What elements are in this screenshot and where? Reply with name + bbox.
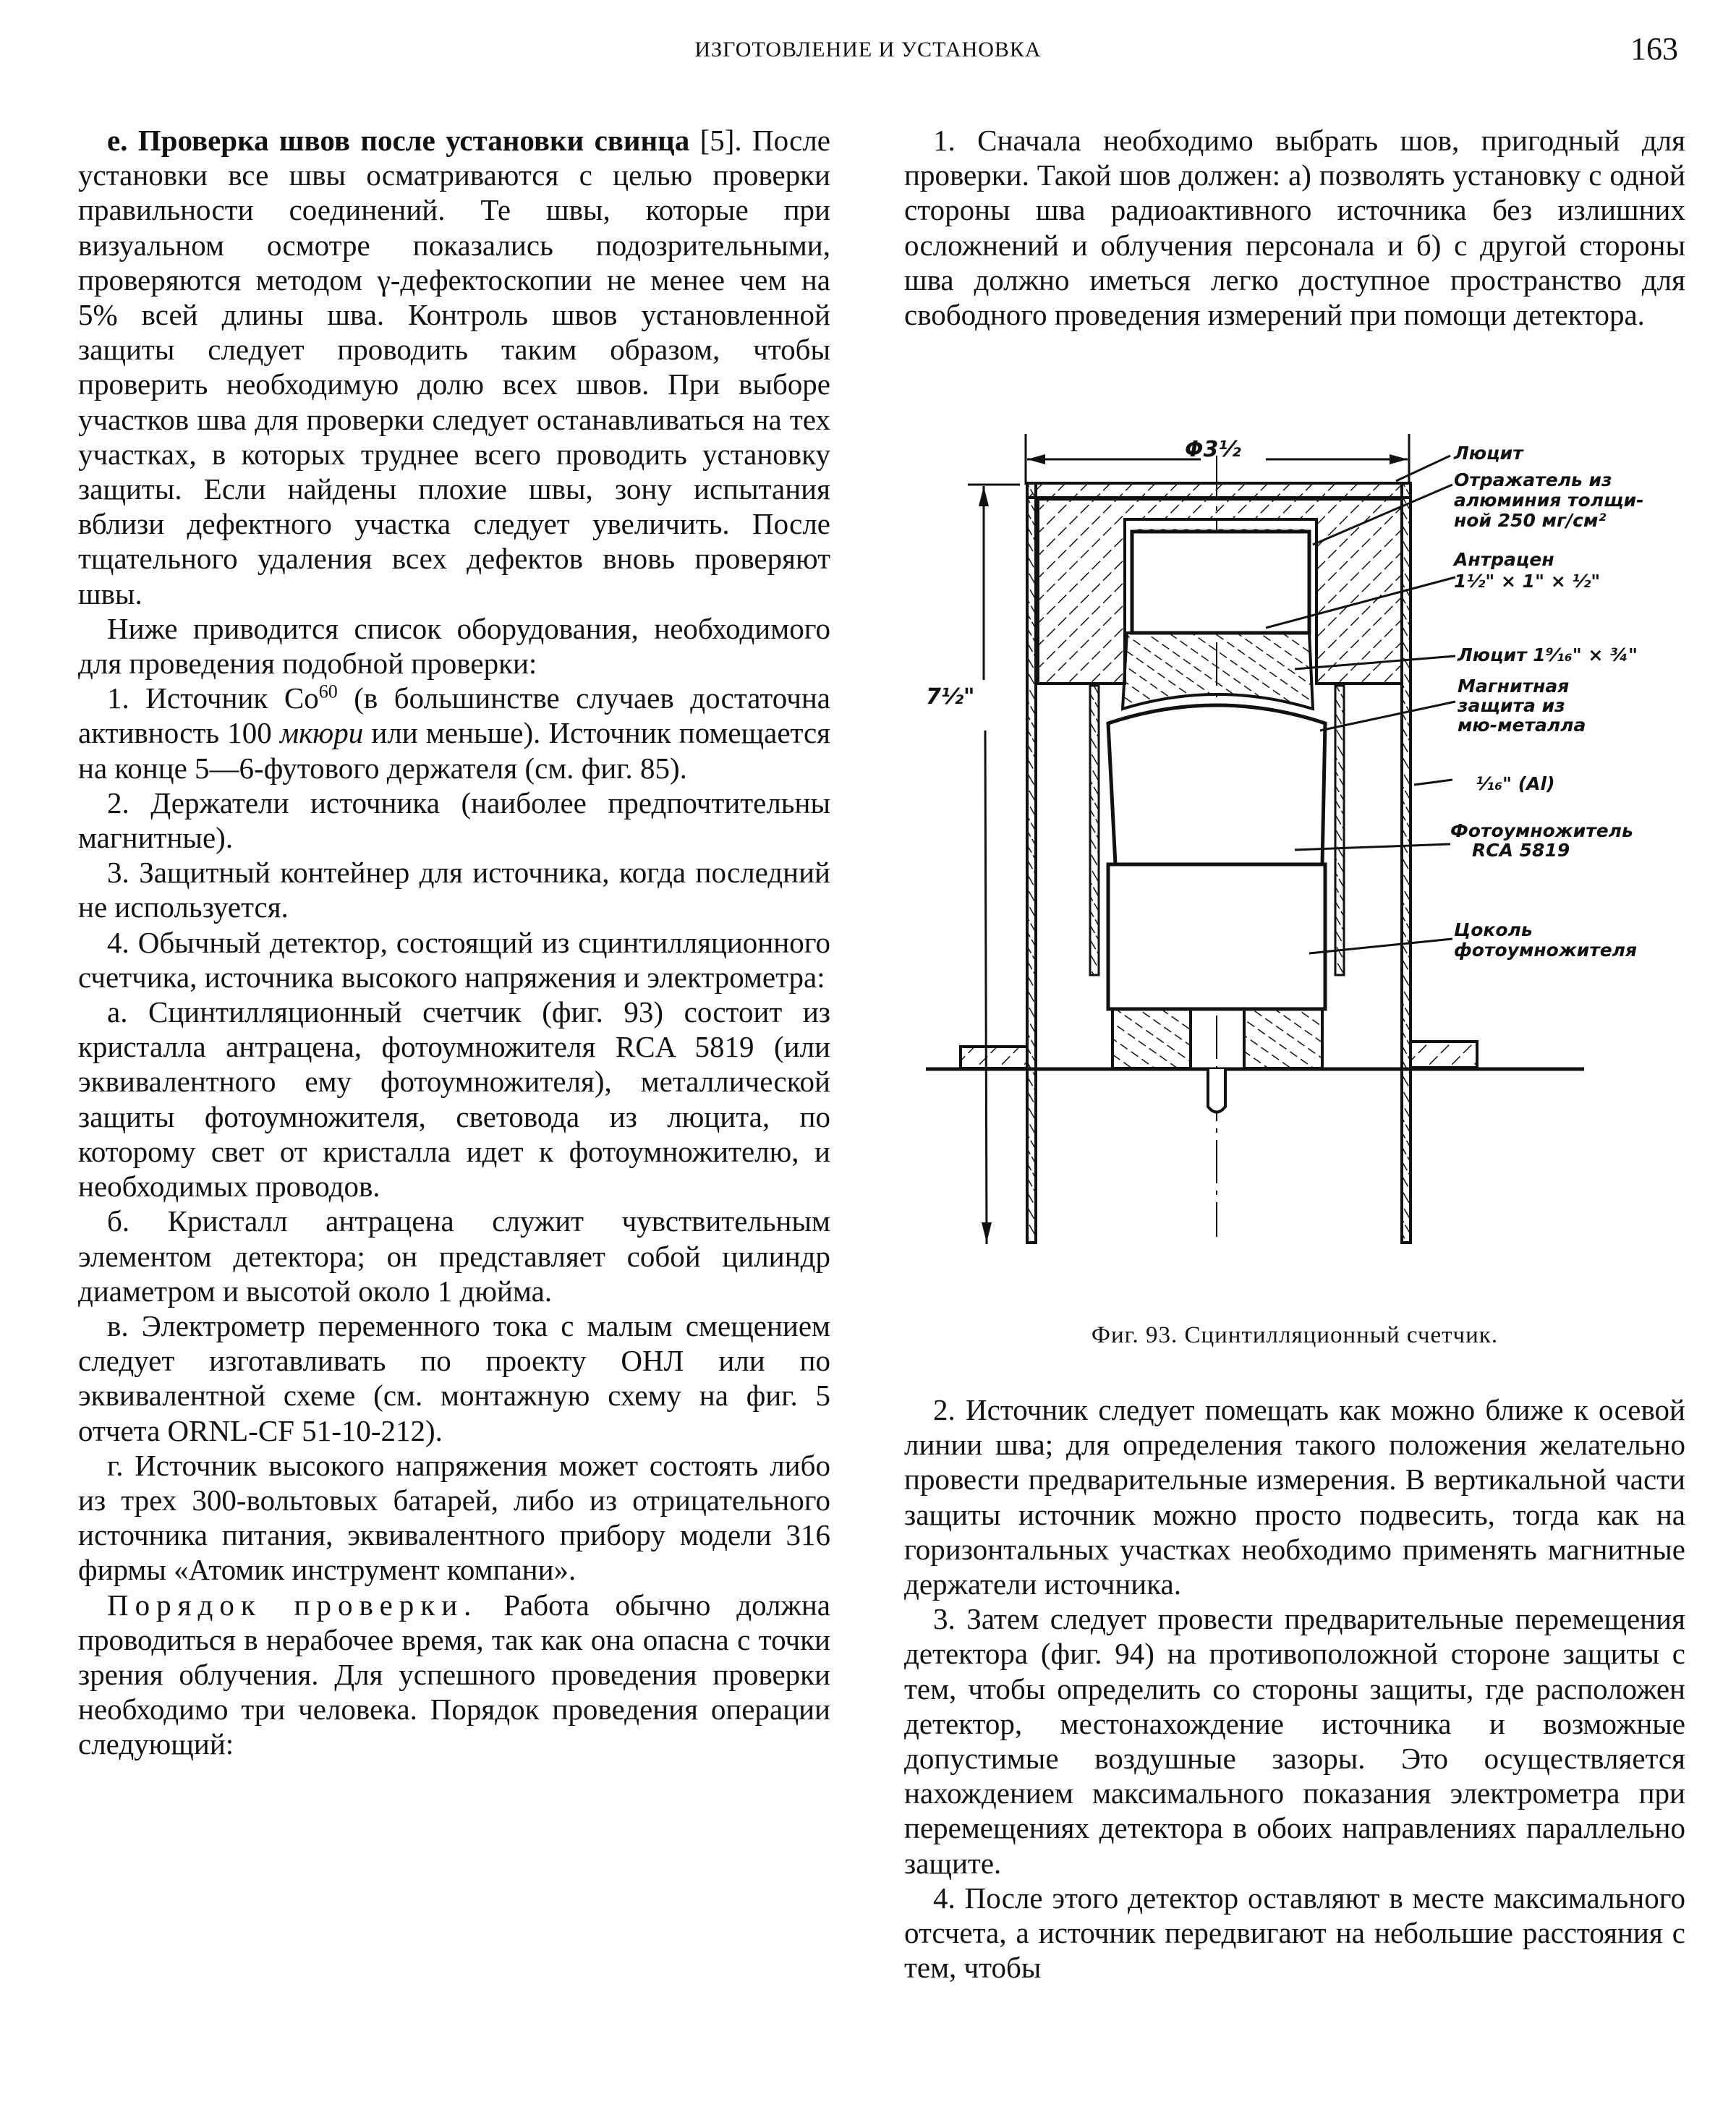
label-anthracene-2: 1½" × 1" × ½" — [1454, 571, 1601, 592]
figure-scintillation-counter — [919, 427, 1685, 1338]
list-item-1 — [78, 681, 830, 786]
label-pmt-1: Фотоумножитель — [1450, 820, 1633, 841]
paragraph-procedure — [78, 1588, 830, 1762]
step-4: 4. После этого детектор оставляют в месте максимального отсчета, а источник передвигают на небольшие расстояния с тем, чтобы — [904, 1881, 1685, 1985]
running-head: ИЗГОТОВЛЕНИЕ И УСТАНОВКА — [694, 38, 1042, 61]
label-reflector-2: алюминия толщи- — [1454, 490, 1644, 511]
list-item-4: 4. Обычный детектор, состоящий из сцинтилляционного счетчика, источника высокого напряжения и электрометра: — [78, 925, 830, 994]
label-anthracene-1: Антрацен — [1454, 549, 1554, 570]
label-mu-shield-2: защита из — [1458, 695, 1565, 716]
paragraph-text: Работа обычно должна проводиться в нерабочее время, так как она опасна с точки зрения облучения. Для успешного проведения проверки необходимо три человека. Порядок проведения операции следующий: — [78, 1588, 830, 1761]
list-item-2: 2. Держатели источника (наиболее предпочтительны магнитные). — [78, 786, 830, 855]
unit-text: мкюри — [279, 716, 364, 750]
label-aluminum-wall: ¹⁄₁₆" (Al) — [1476, 773, 1555, 794]
left-column — [78, 123, 830, 1762]
label-base-2: фотоумножителя — [1454, 940, 1638, 961]
list-item-4g: г. Источник высокого напряжения может состоять либо из трех 300-вольтовых батарей, либо из отрицательного источника питания, эквивалентного прибору модели 316 фирмы «Атомик инструмент компани». — [78, 1448, 830, 1587]
paragraph-text: [5]. После установки все швы осматриваются с целью проверки правильности соединений. Те швы, которые при визуальном осмотре показались подозрительными, проверяются методом γ-дефектоскопии не менее чем на 5% всей длины шва. Контроль швов установленной защиты следует проводить таким образом, чтобы проверить необходимую долю всех швов. При выборе участков шва для проверки следует останавливаться на тех участках, в которых труднее всего проводить установку защиты. Если найдены плохие швы, зону испытания вблизи дефектного участка следует увеличить. После тщательного удаления всех дефектов вновь проверяют швы. — [78, 124, 830, 610]
paragraph-seam-inspection — [78, 123, 830, 611]
right-column-top — [904, 123, 1685, 332]
scintillation-counter-diagram — [919, 427, 1685, 1338]
label-reflector-1: Отражатель из — [1454, 469, 1612, 490]
label-reflector-3: ной 250 мг/см² — [1454, 510, 1607, 531]
list-item-text: или меньше). Источник помещается на конце 5—6-футового держателя (см. фиг. 85). — [78, 716, 830, 785]
list-item-text: (в большинстве случаев достаточна активность 100 — [78, 681, 830, 750]
label-lucite-top: Люцит — [1454, 443, 1523, 464]
list-item-4b: б. Кристалл антрацена служит чувствительным элементом детектора; он представляет собой цилиндр диаметром и высотой около 1 дюйма. — [78, 1204, 830, 1308]
list-item-4v: в. Электрометр переменного тока с малым смещением следует изготавливать по проекту ОНЛ или по эквивалентной схеме (см. монтажную схему на фиг. 5 отчета ORNL-CF 51-10-212). — [78, 1308, 830, 1447]
step-3: 3. Затем следует провести предварительные перемещения детектора (фиг. 94) на противоположной стороне защиты с тем, чтобы определить со стороны защиты, где расположен детектор, местонахождение источника и возможные допустимые воздушные зазоры. Это осуществляется нахождением максимального показания электрометра при перемещениях детектора в обоих направлениях параллельно защите. — [904, 1602, 1685, 1880]
label-mu-shield-3: мю-металла — [1458, 715, 1586, 736]
label-base-1: Цоколь — [1454, 919, 1533, 940]
diameter-dimension-label: Φ3½ — [1185, 437, 1241, 462]
label-lucite-guide: Люцит 1⁹⁄₁₆" × ¾" — [1458, 644, 1638, 665]
height-dimension-label: 7½" — [926, 684, 975, 710]
right-column-bottom — [904, 1392, 1685, 1985]
procedure-heading: Порядок проверки. — [107, 1588, 478, 1622]
isotope-superscript: 60 — [318, 681, 338, 702]
label-pmt-2: RCA 5819 — [1472, 840, 1570, 861]
figure-caption: Фиг. 93. Сцинтилляционный счетчик. — [1091, 1322, 1499, 1348]
page-number: 163 — [1630, 31, 1678, 67]
list-item-4a: а. Сцинтилляционный счетчик (фиг. 93) состоит из кристалла антрацена, фотоумножителя RCA 5819 (или эквивалентного ему фотоумножителя), металлической защиты фотоумножителя, световода из люцита, по которому свет от кристалла идет к фотоумножителю, и необходимых проводов. — [78, 995, 830, 1204]
step-2: 2. Источник следует помещать как можно ближе к осевой линии шва; для определения такого положения желательно провести предварительные измерения. В вертикальной части защиты источник можно просто подвесить, тогда как на горизонтальных участках необходимо применять магнитные держатели источника. — [904, 1393, 1685, 1601]
paragraph-equipment-intro: Ниже приводится список оборудования, необходимого для проведения подобной проверки: — [78, 611, 830, 681]
list-item-3: 3. Защитный контейнер для источника, когда последний не используется. — [78, 856, 830, 924]
step-1: 1. Сначала необходимо выбрать шов, пригодный для проверки. Такой шов должен: а) позволять установку с одной стороны шва радиоактивного источника без излишних осложнений и облучения персонала и б) с другой стороны шва должно иметься легко доступное пространство для свободного проведения измерений при помощи детектора. — [904, 124, 1685, 332]
label-mu-shield-1: Магнитная — [1458, 676, 1570, 697]
section-heading: е. Проверка швов после установки свинца — [107, 124, 690, 157]
list-item-text: 1. Источник Co — [107, 681, 319, 715]
